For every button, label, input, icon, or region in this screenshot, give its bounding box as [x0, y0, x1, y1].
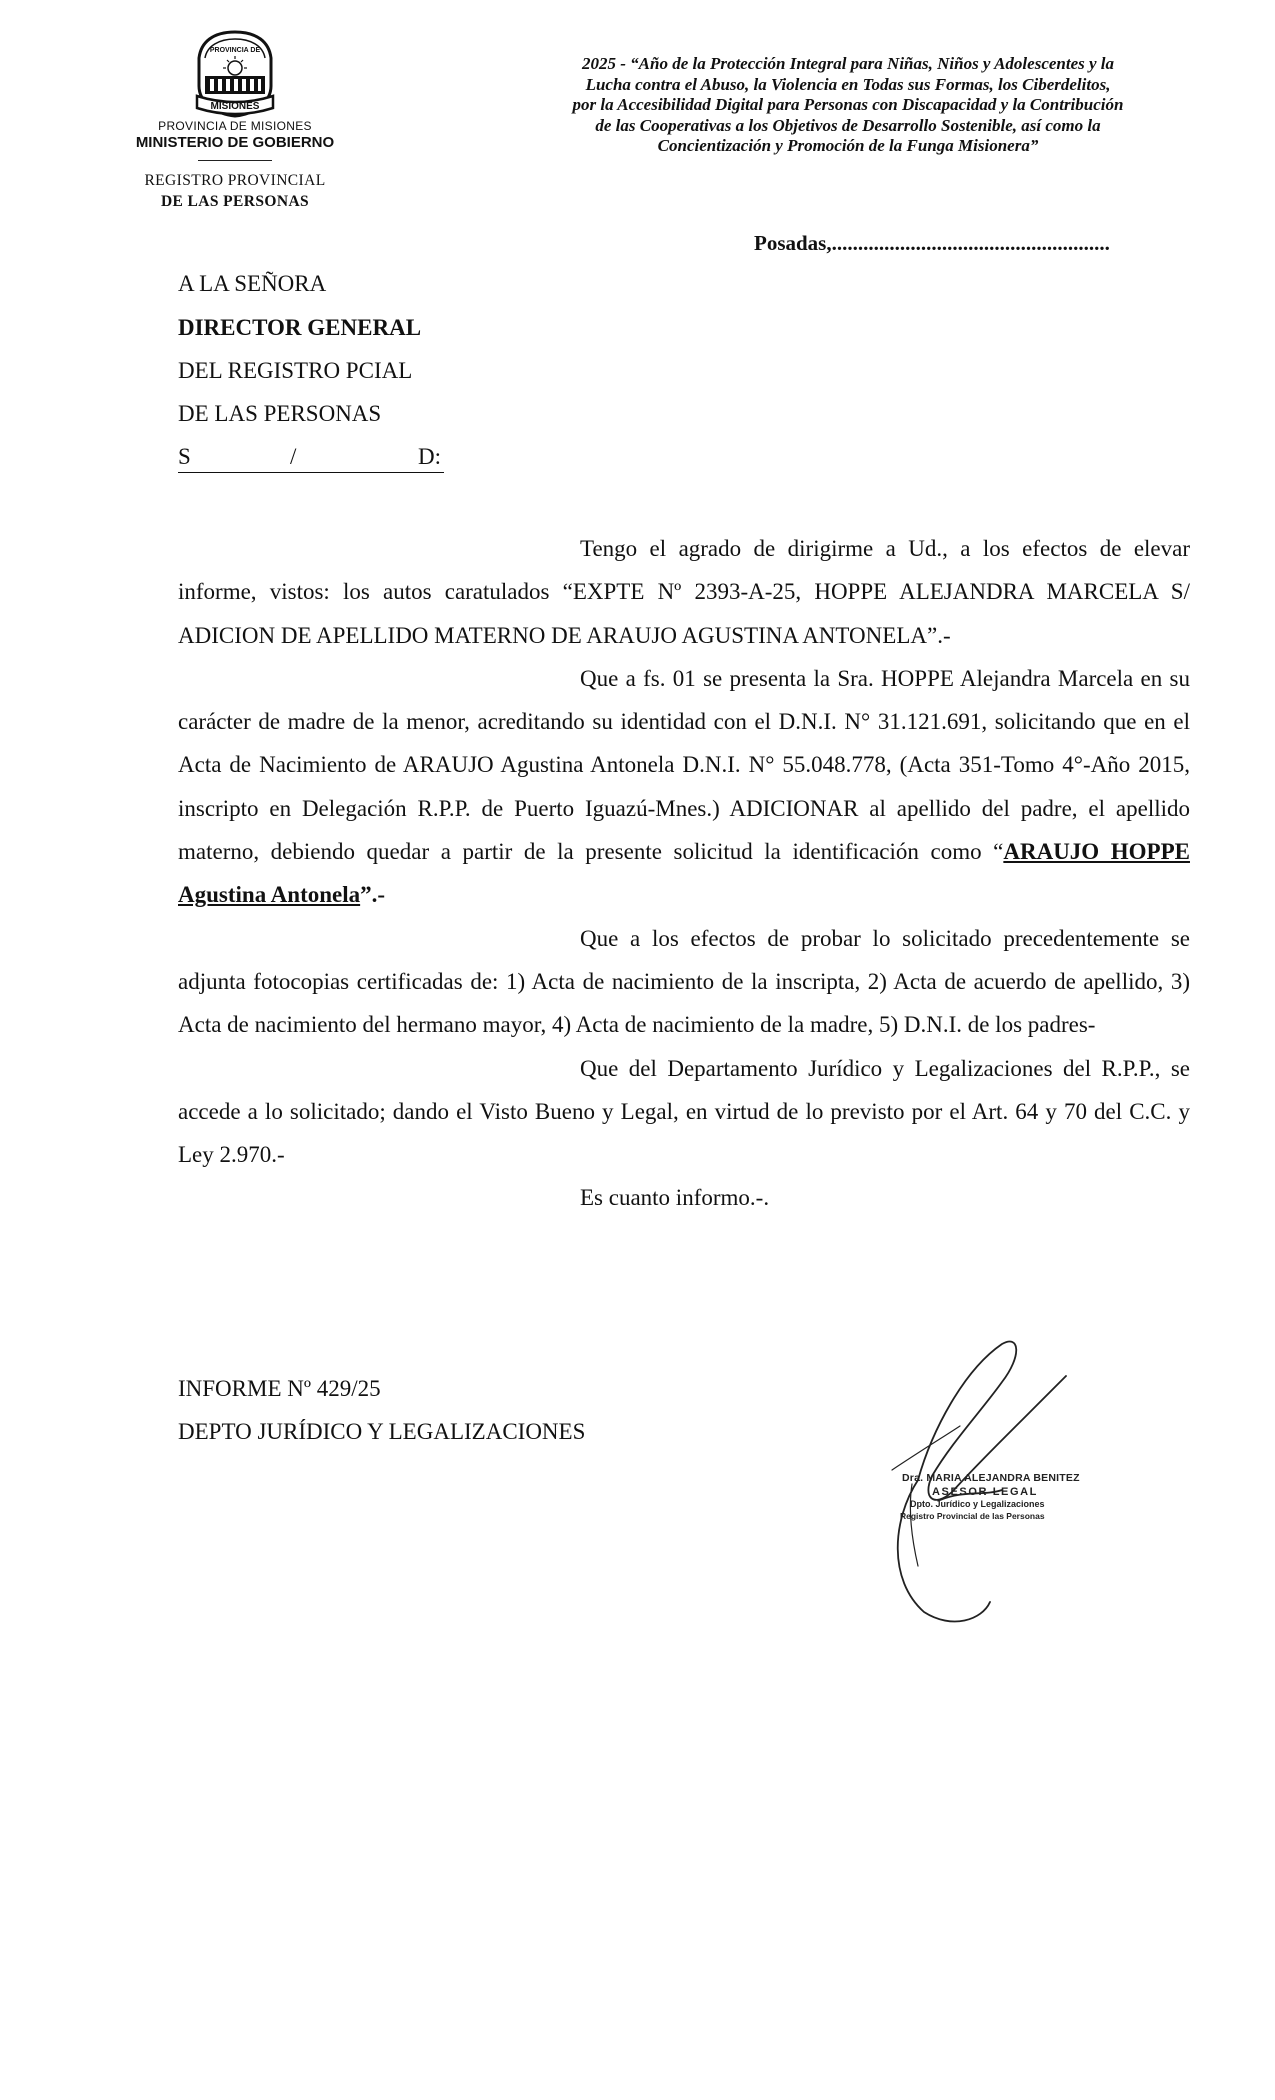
paragraph-legal-opinion: Que del Departamento Jurídico y Legalizaciones del R.P.P., se accede a lo solicitado; dando el Visto Bueno y Legal, en virtud de lo previsto por el Art. 64 y 70 del C.C. y Ley 2.970.-	[178, 1055, 1190, 1168]
paragraph-attachments: Que a los efectos de probar lo solicitado precedentemente se adjunta fotocopias certificadas de: 1) Acta de nacimiento de la inscripta, 2) Acta de acuerdo de apellido, 3) Acta de nacimiento del hermano mayor, 4) Acta de nacimiento de la madre, 5) D.N.I. de los padres-	[178, 925, 1190, 1038]
letterhead-province: PROVINCIA DE MISIONES	[158, 119, 312, 133]
sd-slash: /	[290, 444, 297, 469]
place-date-line: Posadas,.....................................................	[754, 231, 1110, 255]
addressee-line-3: DEL REGISTRO PCIAL	[178, 358, 413, 383]
letterhead-ministry: MINISTERIO DE GOBIERNO	[135, 134, 335, 151]
official-year-motto	[488, 54, 1208, 157]
request-text: Que a fs. 01 se presenta la Sra. HOPPE Alejandra Marcela en su carácter de madre de la menor, acreditando su identidad con el D.N.I. N° 31.121.691, solicitando que en el Acta de Nacimiento de ARAUJO Agustina Antonela D.N.I. N° 55.048.778, (Acta 351-Tomo 4°-Año 2015, inscripto en Delegación R.P.P. de Puerto Iguazú-Mnes.) ADICIONAR al apellido del padre, el apellido materno, debiendo quedar a partir de la presente solicitud la identificación como “	[178, 665, 1190, 865]
provincial-crest-logo	[183, 28, 287, 120]
motto-line: Concientización y Promoción de la Funga Misionera”	[657, 136, 1039, 155]
stamp-name: Dra. MARIA ALEJANDRA BENITEZ	[902, 1472, 1080, 1484]
sd-d: D:	[418, 444, 441, 469]
paragraph-request	[178, 657, 1190, 917]
motto-line: Lucha contra el Abuso, la Violencia en Todas sus Formas, los Ciberdelitos,	[585, 74, 1111, 94]
new-full-name: ARAUJO HOPPE Agustina Antonela	[178, 839, 1190, 908]
addressee-line-4: DE LAS PERSONAS	[178, 401, 382, 426]
letterhead-registry: REGISTRO PROVINCIAL	[144, 172, 326, 189]
sd-s: S	[178, 444, 191, 469]
stamp-title: ASESOR LEGAL	[932, 1486, 1038, 1498]
crest-banner-text: MISIONES	[210, 101, 260, 112]
motto-line: por la Accesibilidad Digital para Personas con Discapacidad y la Contribución	[572, 95, 1124, 114]
report-department: DEPTO JURÍDICO Y LEGALIZACIONES	[178, 1419, 586, 1444]
stamp-office: Registro Provincial de las Personas	[900, 1511, 1045, 1521]
salutation-sd	[178, 444, 444, 473]
report-body	[178, 527, 1190, 1220]
motto-line: de las Cooperativas a los Objetivos de Desarrollo Sostenible, así como la	[595, 115, 1101, 135]
paragraph-intro: Tengo el agrado de dirigirme a Ud., a los efectos de elevar informe, vistos: los autos caratulados “EXPTE Nº 2393-A-25, HOPPE ALEJANDRA MARCELA S/ ADICION DE APELLIDO MATERNO DE ARAUJO AGUSTINA ANTONELA”.-	[178, 536, 1190, 648]
stamp-department: Dpto. Jurídico y Legalizaciones	[910, 1499, 1045, 1509]
letterhead-divider	[198, 160, 272, 161]
paragraph-closing: Es cuanto informo.-.	[580, 1185, 770, 1211]
crest-top-text: PROVINCIA DE	[209, 47, 261, 54]
letterhead-persons: DE LAS PERSONAS	[160, 193, 310, 210]
addressee-line-1: A LA SEÑORA	[178, 271, 327, 296]
report-number: INFORME Nº 429/25	[178, 1376, 381, 1401]
motto-line: 2025 - “Año de la Protección Integral para Niñas, Niños y Adolescentes y la	[581, 54, 1115, 73]
addressee-title: DIRECTOR GENERAL	[178, 315, 422, 340]
request-end: ”.-	[360, 882, 386, 908]
